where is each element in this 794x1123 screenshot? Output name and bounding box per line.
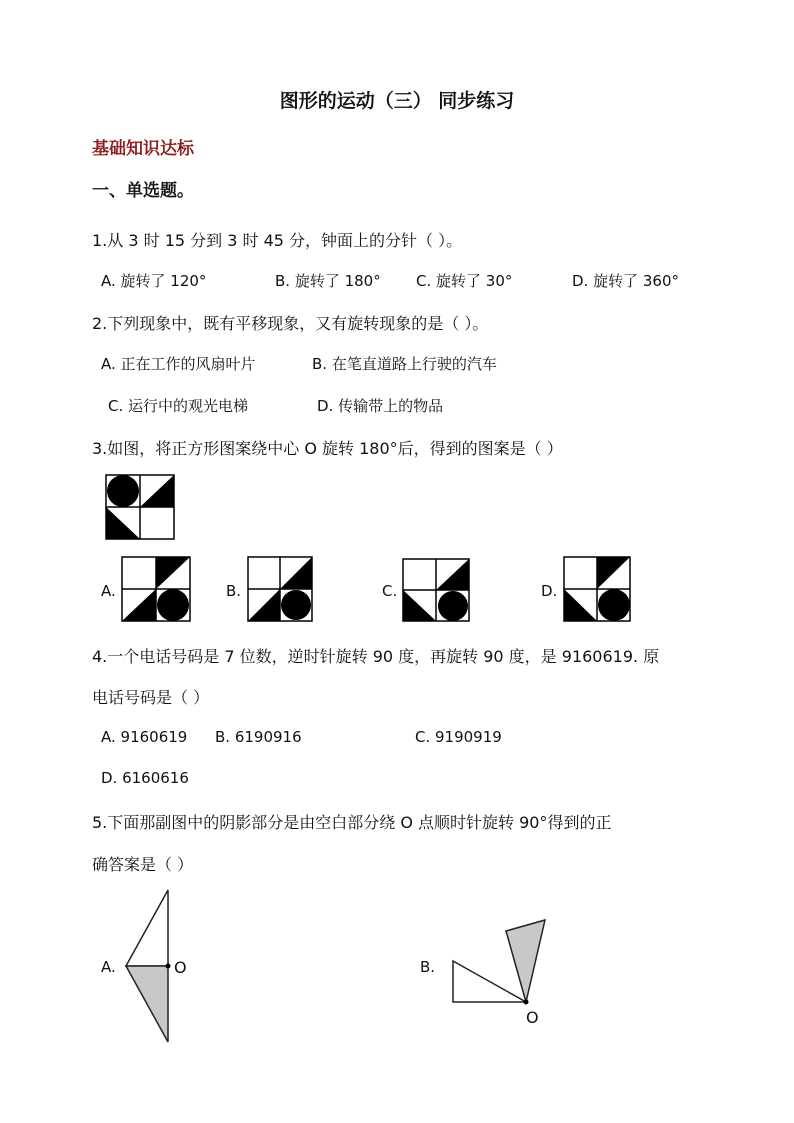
q5-option-b-point-o: O bbox=[526, 1008, 539, 1027]
q5-option-a-figure[interactable] bbox=[120, 886, 200, 1048]
q2-option-a[interactable]: A. 正在工作的风扇叶片 bbox=[101, 355, 256, 373]
q5-option-b-label[interactable]: B. bbox=[420, 958, 436, 976]
q1-option-b[interactable]: B. 旋转了 180° bbox=[275, 272, 381, 290]
q3-option-a-pattern[interactable] bbox=[121, 556, 191, 622]
q4-option-b[interactable]: B. 6190916 bbox=[215, 728, 302, 746]
question-3-text: 3.如图，将正方形图案绕中心 O 旋转 180°后，得到的图案是（ ） bbox=[92, 439, 563, 458]
question-2-text: 2.下列现象中，既有平移现象，又有旋转现象的是（ ）。 bbox=[92, 314, 489, 333]
q3-option-d-label[interactable]: D. bbox=[541, 582, 558, 600]
q3-option-c-label[interactable]: C. bbox=[382, 582, 398, 600]
q3-option-b-pattern[interactable] bbox=[247, 556, 313, 622]
q4-option-d[interactable]: D. 6160616 bbox=[101, 769, 189, 787]
q3-original-pattern bbox=[105, 474, 175, 540]
q3-option-c-pattern[interactable] bbox=[402, 558, 470, 622]
q4-option-c[interactable]: C. 9190919 bbox=[415, 728, 502, 746]
question-4-text-line1: 4.一个电话号码是 7 位数，逆时针旋转 90 度，再旋转 90 度，是 9160619. 原 bbox=[92, 647, 660, 666]
question-5-text-line2: 确答案是（ ） bbox=[92, 855, 194, 874]
part-heading: 一、单选题。 bbox=[92, 181, 194, 201]
question-1-text: 1.从 3 时 15 分到 3 时 45 分，钟面上的分针（ ）。 bbox=[92, 231, 463, 250]
q3-option-b-label[interactable]: B. bbox=[226, 582, 242, 600]
question-4-text-line2: 电话号码是（ ） bbox=[92, 688, 210, 707]
q1-option-d[interactable]: D. 旋转了 360° bbox=[572, 272, 679, 290]
q5-option-a-point-o: O bbox=[174, 958, 187, 977]
q1-option-c[interactable]: C. 旋转了 30° bbox=[416, 272, 513, 290]
q3-option-a-label[interactable]: A. bbox=[101, 582, 116, 600]
page-title: 图形的运动（三） 同步练习 bbox=[279, 90, 515, 112]
q2-option-d[interactable]: D. 传输带上的物品 bbox=[317, 397, 444, 415]
q1-option-a[interactable]: A. 旋转了 120° bbox=[101, 272, 207, 290]
q2-option-b[interactable]: B. 在笔直道路上行驶的汽车 bbox=[312, 355, 497, 373]
section-heading: 基础知识达标 bbox=[92, 139, 194, 159]
question-5-text-line1: 5.下面那副图中的阴影部分是由空白部分绕 O 点顺时针旋转 90°得到的正 bbox=[92, 813, 612, 832]
q4-option-a[interactable]: A. 9160619 bbox=[101, 728, 188, 746]
q3-option-d-pattern[interactable] bbox=[563, 556, 631, 622]
q2-option-c[interactable]: C. 运行中的观光电梯 bbox=[108, 397, 249, 415]
q5-option-a-label[interactable]: A. bbox=[101, 958, 116, 976]
q5-option-b-figure[interactable] bbox=[448, 914, 552, 1008]
